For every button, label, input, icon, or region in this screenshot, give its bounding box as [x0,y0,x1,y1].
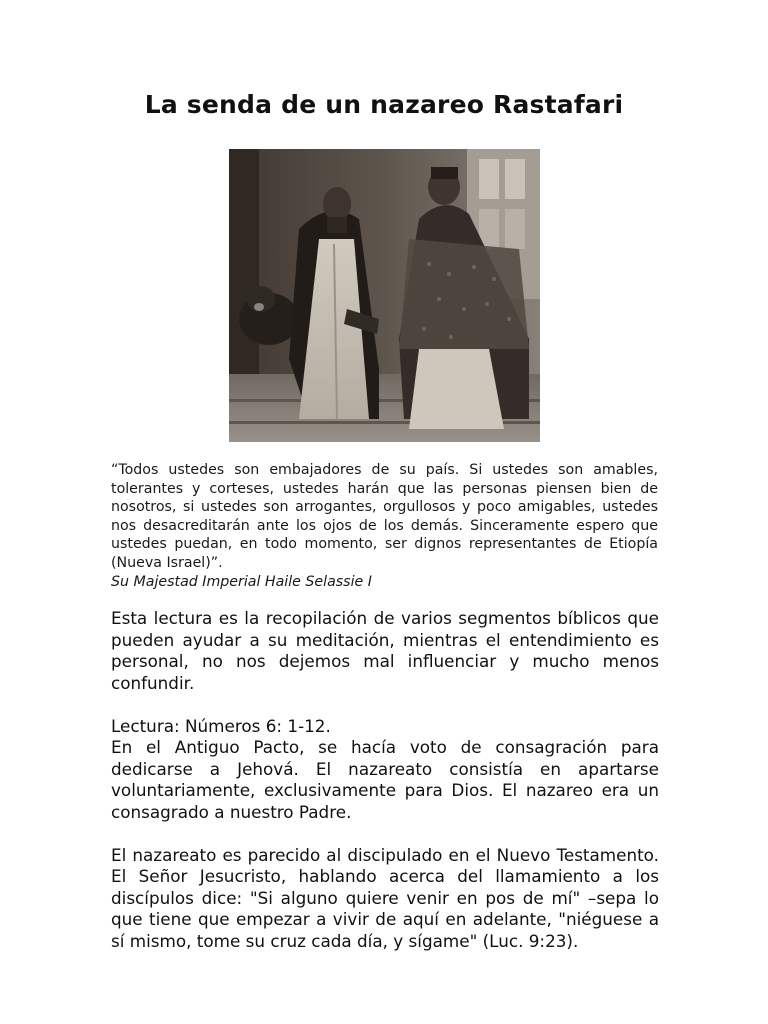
quote-attribution: Su Majestad Imperial Haile Selassie I [111,573,372,590]
quote-text: “Todos ustedes son embajadores de su país. Si ustedes son amables, tolerantes y corteses, ustedes harán que las personas piensen bien de nosotros, si ustedes son arrogantes, orgullosos y poco amigables, ustedes nos desacreditarán ante los ojos de los demás. Sinceramente espero que ustedes puedan, en todo momento, ser dignos representantes de Etiopía (Nueva Israel)”. [111,462,658,571]
body-text [111,608,659,974]
page-title: La senda de un nazareo Rastafari [144,90,624,119]
paragraph-antiguo-pacto: En el Antiguo Pacto, se hacía voto de consagración para dedicarse a Jehová. El nazareato consistía en apartarse voluntariamente, exclusivamente para Dios. El nazareo era un consagrado a nuestro Padre. [111,737,659,822]
quote-block [111,461,658,591]
reading-reference: Lectura: Números 6: 1-12. [111,715,331,736]
paragraph-nazareato: El nazareato es parecido al discipulado en el Nuevo Testamento. El Señor Jesucristo, hablando acerca del llamamiento a los discípulos dice: "Si alguno quiere venir en pos de mí" –sepa lo que tiene que empezar a vivir de aquí en adelante, "niéguese a sí mismo, tome su cruz cada día, y sígame" (Luc. 9:23). [111,844,659,951]
historical-photo [229,149,540,442]
intro-paragraph: Esta lectura es la recopilación de varios segmentos bíblicos que pueden ayudar a su meditación, mientras el entendimiento es personal, no nos dejemos mal influenciar y mucho menos confundir. [111,608,659,693]
